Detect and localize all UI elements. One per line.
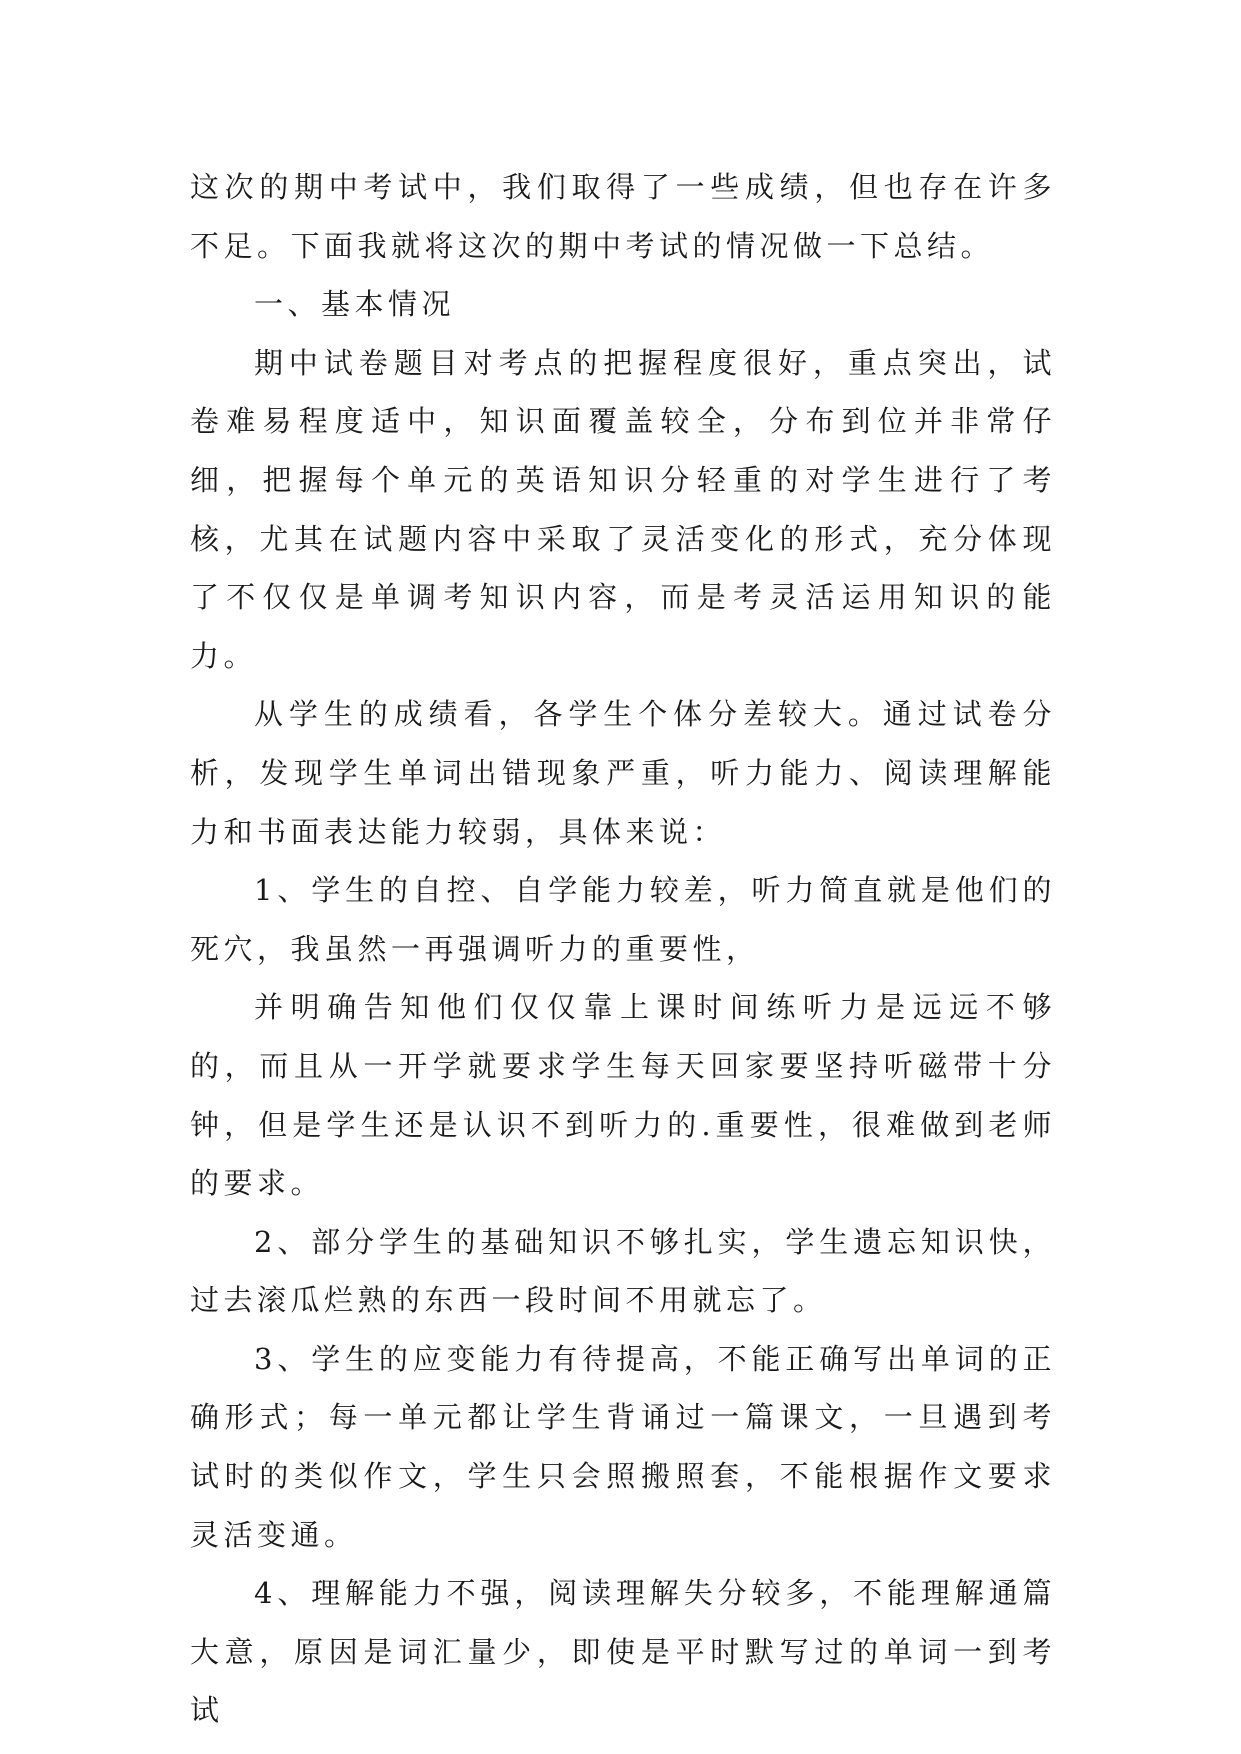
document-body: [190, 158, 1056, 1740]
paragraph-point-2: 2、部分学生的基础知识不够扎实，学生遗忘知识快，过去滚瓜烂熟的东西一段时间不用就忘了。: [190, 1224, 1056, 1318]
paragraph-student-results: 从学生的成绩看，各学生个体分差较大。通过试卷分析，发现学生单词出错现象严重，听力能力、阅读理解能力和书面表达能力较弱，具体来说：: [190, 697, 1056, 849]
paragraph-intro: 这次的期中考试中，我们取得了一些成绩，但也存在许多不足。下面我就将这次的期中考试的情况做一下总结。: [190, 170, 1056, 263]
paragraph-point-1: 1、学生的自控、自学能力较差，听力简直就是他们的死穴，我虽然一再强调听力的重要性，: [190, 873, 1056, 966]
paragraph-point-4: 4、理解能力不强，阅读理解失分较多，不能理解通篇大意，原因是词汇量少，即使是平时默写过的单词一到考试: [190, 1576, 1056, 1728]
section-heading-basic-situation: 一、基本情况: [254, 287, 456, 322]
paragraph-point-1-continued: 并明确告知他们仅仅靠上课时间练听力是远远不够的，而且从一开学就要求学生每天回家要坚持听磁带十分钟，但是学生还是认识不到听力的.重要性，很难做到老师的要求。: [190, 990, 1056, 1201]
paragraph-exam-paper: 期中试卷题目对考点的把握程度很好，重点突出，试卷难易程度适中，知识面覆盖较全，分布到位并非常仔细，把握每个单元的英语知识分轻重的对学生进行了考核，尤其在试题内容中采取了灵活变化的形式，充分体现了不仅仅是单调考知识内容，而是考灵活运用知识的能力。: [190, 345, 1056, 673]
paragraph-point-3: 3、学生的应变能力有待提高，不能正确写出单词的正确形式；每一单元都让学生背诵过一篇课文，一旦遇到考试时的类似作文，学生只会照搬照套，不能根据作文要求灵活变通。: [190, 1341, 1056, 1552]
